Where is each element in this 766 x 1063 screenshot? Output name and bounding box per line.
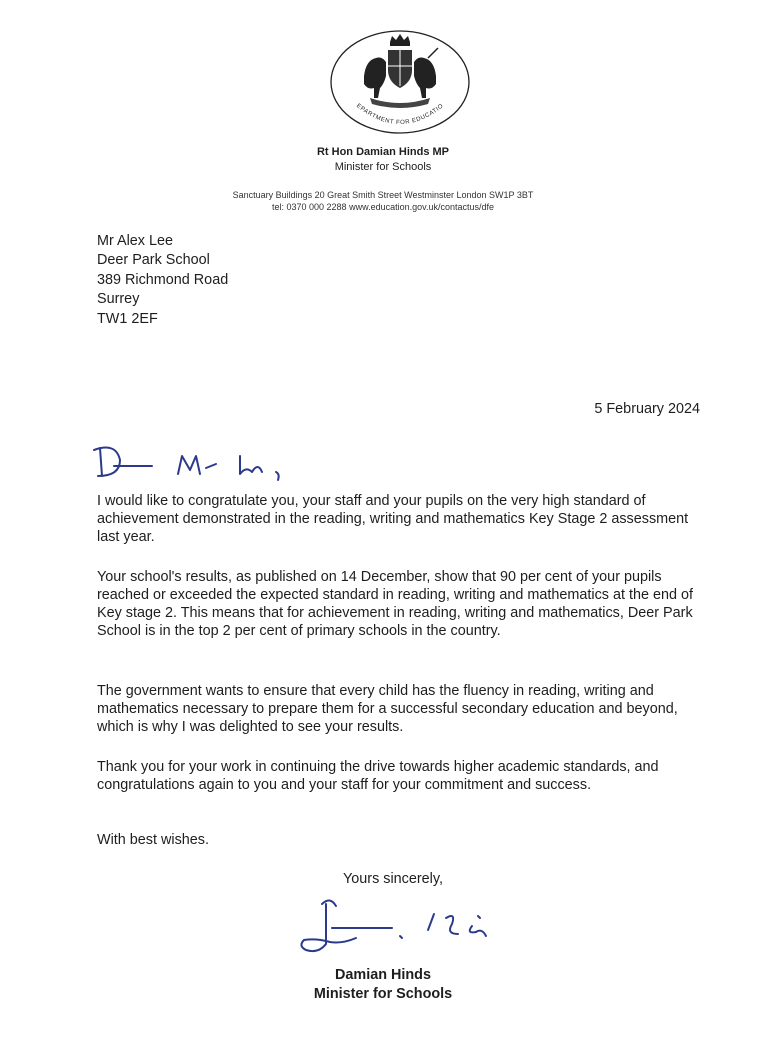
sender-contact: tel: 0370 000 2288 www.education.gov.uk/contactus/dfe — [272, 202, 494, 212]
signatory — [0, 966, 766, 1004]
sign-off: Yours sincerely, — [343, 871, 443, 887]
recipient-line: Mr Alex Lee — [97, 233, 173, 249]
department-for-education-seal — [328, 28, 472, 136]
letter-date: 5 February 2024 — [594, 401, 700, 417]
sender-name: Rt Hon Damian Hinds MP — [316, 146, 449, 158]
recipient-address — [97, 232, 228, 329]
recipient-line: TW1 2EF — [97, 310, 158, 327]
handwritten-salutation — [90, 438, 330, 486]
body-paragraph: Thank you for your work in continuing the drive towards higher academic standards, and congratulations again to you and your staff for your commitment and success. — [97, 759, 659, 793]
recipient-line: Surrey — [97, 291, 140, 308]
handwritten-signature — [296, 892, 508, 964]
recipient-line: Deer Park School — [97, 252, 210, 269]
recipient-line: 389 Richmond Road — [97, 271, 229, 288]
seal-text: EPARTMENT FOR EDUCATIO — [355, 103, 445, 127]
closing-line: With best wishes. — [97, 832, 209, 848]
body-paragraph: The government wants to ensure that every child has the fluency in reading, writing and mathematics necessary to prepare them for a successful secondary education and beyond, which is why I was delighted to see your results. — [97, 683, 678, 735]
body-paragraph: Your school's results, as published on 14 December, show that 90 per cent of your pupils reached or exceeded the expected standard in reading, writing and mathematics at the end of Key stage 2. This means that for achievement in reading, writing and mathematics, Deer Park School is in the top 2 per cent of primary schools in the country. — [97, 569, 693, 639]
body-paragraph: I would like to congratulate you, your staff and your pupils on the very high standard of achievement demonstrated in the reading, writing and mathematics Key Stage 2 assessment last year. — [97, 493, 689, 545]
signatory-name: Damian Hinds — [335, 967, 431, 983]
signatory-role: Minister for Schools — [313, 986, 453, 1002]
sender-role: Minister for Schools — [334, 161, 432, 173]
sender-address: Sanctuary Buildings 20 Great Smith Street Westminster London SW1P 3BT — [232, 190, 534, 200]
